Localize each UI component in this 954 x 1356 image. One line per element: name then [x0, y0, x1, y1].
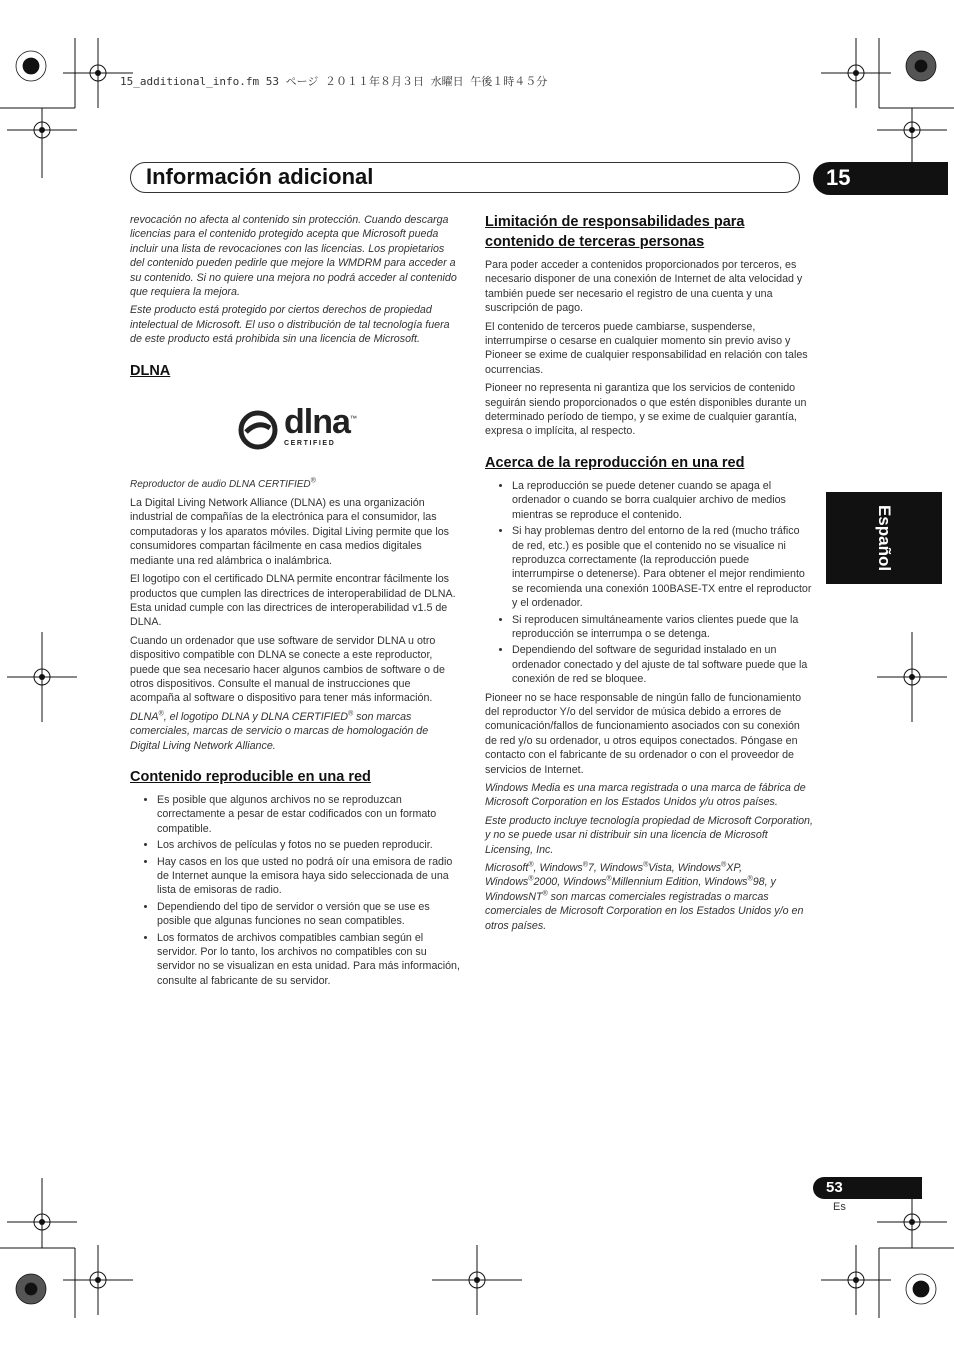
logo-caption-text: Reproductor de audio DLNA CERTIFIED [130, 478, 311, 490]
microsoft-trademark-note [485, 861, 813, 933]
list-item: • Dependiendo del tipo de servidor o versión que se use es posible que algunas funciones no sean compatibles. [157, 900, 460, 929]
logo-word: dlna [284, 403, 350, 442]
intro-paragraph-1: revocación no afecta al contenido sin protección. Cuando descarga licencias para el contenido protegido acepta que Microsoft pueda incluir una lista de revocaciones con las licencias. Los propietarios del contenido pueden pedirle que mejore la WMDRM para acceder a su contenido. Si no quiere una mejora no podrá acceder al contenido que requiera la mejora. [130, 214, 457, 299]
dlna-heading: DLNA [130, 362, 171, 379]
language-label: Español [875, 504, 894, 572]
dlna-paragraph-2: El logotipo con el certificado DLNA permite encontrar fácilmente los productos que cumplen las directrices de interoperabilidad de DLNA. Esta unidad cumple con las directrices de interoperabilidad v1.5 de DLNA. [130, 573, 456, 629]
reg-mark: ® [643, 861, 649, 869]
chapter-number: 15 [826, 165, 851, 190]
tm-dlna: DLNA [130, 710, 159, 723]
liability-paragraph-1: Para poder acceder a contenidos proporcionados por terceros, es necesario disponer de una conexión de Internet de alta velocidad y también puede ser necesario el registro de una cuenta y una suscripción de pago. [485, 259, 803, 315]
tm-part: Millennium Edition, Windows [611, 876, 748, 889]
network-paragraph: Pioneer no se hace responsable de ningún fallo de funcionamiento del reproductor Y/o del servidor de música debido a errores de comunicación/fallos de funcionamiento asociados con su conexión de red y/o su ordenador, u otros equipos conectados. Póngase en contacto con el fabricante de su ordenador o con el proveedor de servicios de Internet. [485, 691, 802, 776]
list-item: • Dependiendo del software de seguridad instalado en un ordenador conectado y del ajuste de tal software puede que la conexión de red se bloquee. [512, 643, 813, 686]
reg-mark: ® [528, 861, 534, 869]
dlna-trademark-note [130, 710, 460, 753]
print-header: 15_additional_info.fm 53 ページ ２０１１年８月３日 水曜日 午後１時４５分 [120, 75, 548, 88]
tm-rest: son marcas comerciales, marcas de servicio o marcas de homologación de Digital Living Network Alliance. [130, 710, 429, 752]
logo-caption [130, 478, 460, 492]
reg-mark: ® [542, 890, 548, 898]
right-column [485, 212, 813, 937]
reg-mark: ® [582, 861, 588, 869]
reg-mark: ® [348, 710, 354, 718]
windows-media-note: Windows Media es una marca registrada o una marca de fábrica de Microsoft Corporation en los Estados Unidos y/u otros países. [485, 782, 806, 809]
microsoft-license-note: Este producto incluye tecnología propiedad de Microsoft Corporation, y no se puede usar ni distribuir sin una licencia de Microsoft Licensing, Inc. [485, 814, 813, 856]
tm-part: son marcas comerciales registradas o marcas comerciales de Microsoft Corporation en los Estados Unidos y/o en otros países. [485, 890, 804, 932]
tm-part: , Windows [533, 862, 583, 875]
list-item: • Si reproducen simultáneamente varios clientes puede que la reproducción se interrumpa o se detenga. [512, 613, 813, 642]
language-tab [826, 492, 942, 584]
dlna-logo-icon [238, 410, 278, 450]
list-item: • Los formatos de archivos compatibles cambian según el servidor. Por lo tanto, los archivos no compatibles con su servidor no se visualizan en esta unidad. Para más información, consulte al fabricante de su servidor. [157, 931, 460, 989]
page-number: 53 [826, 1179, 843, 1196]
logo-tm: ™ [349, 416, 356, 424]
page-language: Es [833, 1201, 846, 1213]
tm-part: 98, y WindowsNT [485, 876, 776, 903]
tm-part: 2000, Windows [533, 876, 607, 889]
list-item: • Si hay problemas dentro del entorno de la red (mucho tráfico de red, etc.) es posible que el contenido no se visualice ni reproduzca correctamente (la reproducción puede interrumpirse o detenerse). Para obtener el mejor rendimiento se recomienda una conexión 100BASE-TX entre el reproductor y el ordenador. [512, 524, 813, 610]
logo-certified: CERTIFIED [284, 440, 336, 448]
dlna-paragraph-3: Cuando un ordenador que use software de servidor DLNA u otro dispositivo compatible con DLNA se conecte a este reproductor, puede que sea necesario hacer algunos cambios de software o de otros dispositivos. Consulte el manual de instrucciones que acompaña al software o dispositivo para tener más información. [130, 634, 445, 705]
intro-paragraph-2: Este producto está protegido por ciertos derechos de propiedad intelectual de Microsoft. El uso o distribución de tal tecnología fuera de este producto está prohibida sin una licencia de Microsoft. [130, 304, 450, 346]
playable-list [130, 793, 460, 988]
reg-mark: ® [606, 875, 612, 883]
page-title: Información adicional [146, 164, 374, 189]
dlna-paragraph-1: La Digital Living Network Alliance (DLNA) es una organización industrial de compañías de la electrónica para el consumidor, las computadoras y los aparatos móviles. Digital Living permite que los consumidores compartan fácilmente en casa medios digitales mediante una red alámbrica o inalámbrica. [130, 497, 449, 567]
list-item: • Hay casos en los que usted no podrá oír una emisora de radio de Internet aunque la emisora haya sido seleccionada de una lista de emisoras de radio. [157, 855, 460, 898]
reg-mark: ® [528, 875, 534, 883]
list-item: • Los archivos de películas y fotos no se pueden reproducir. [157, 838, 460, 852]
dlna-certified-logo [238, 405, 460, 455]
tm-part: XP, Windows [485, 862, 743, 889]
tm-logo: , el logotipo DLNA y DLNA CERTIFIED [163, 710, 349, 723]
tm-part: 7, Windows [587, 862, 644, 875]
playable-heading: Contenido reproducible en una red [130, 768, 371, 785]
list-item: • La reproducción se puede detener cuando se apaga el ordenador o cuando se borra cualquier archivo de medios mientras se reproduce el contenido. [512, 479, 813, 522]
liability-paragraph-3: Pioneer no representa ni garantiza que los servicios de contenido seguirán siendo proporcionados o que estén disponibles durante un determinado período de tiempo, y se exime de cualquier garantía, expresa o implícita, al respecto. [485, 382, 807, 438]
list-item: • Es posible que algunos archivos no se reproduzcan correctamente a pesar de estar codificados con un formato compatible. [157, 793, 460, 836]
liability-paragraph-2: El contenido de terceros puede cambiarse, suspenderse, interrumpirse o cesarse en cualquier momento sin previo aviso y Pioneer se exime de cualquier responsabilidad en relación con tales ocurrencias. [485, 320, 808, 376]
reg-mark: ® [747, 875, 753, 883]
reg-mark: ® [721, 861, 727, 869]
liability-heading: Limitación de responsabilidades para contenido de terceras personas [485, 214, 745, 250]
reg-mark: ® [158, 710, 164, 718]
reg-mark: ® [310, 477, 316, 485]
network-list [485, 479, 813, 687]
tm-part: Vista, Windows [648, 862, 722, 875]
tm-part: Microsoft [485, 862, 529, 875]
left-column [130, 213, 460, 992]
network-heading: Acerca de la reproducción en una red [485, 454, 745, 471]
